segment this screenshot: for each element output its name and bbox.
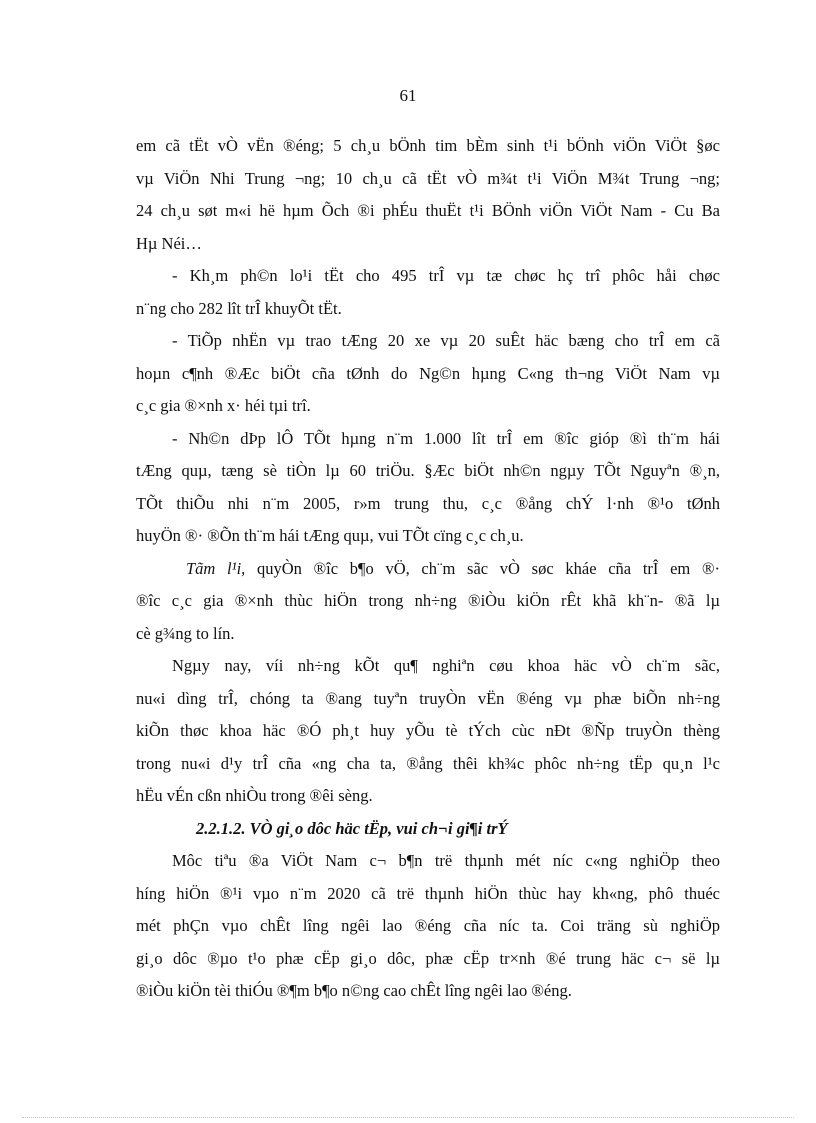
paragraph-5 <box>136 553 720 651</box>
paragraph-3 <box>136 325 720 423</box>
document-body <box>136 130 720 1008</box>
paragraph-4 <box>136 423 720 553</box>
text-line: gi¸o dôc ®µo t¹o phæ cËp gi¸o dôc, phæ cËp tr×nh ®é trung häc c¬ së lµ <box>136 948 720 968</box>
text-line: n¨ng cho 282 lît trÎ khuyÕt tËt. <box>136 298 342 318</box>
paragraph-2 <box>136 260 720 325</box>
text-line: vµ ViÖn Nhi Trung ¬ng; 10 ch¸u cã tËt vÒ m¾t t¹i ViÖn M¾t Trung ¬ng; <box>136 168 720 188</box>
paragraph-1 <box>136 130 720 260</box>
page-number: 61 <box>399 86 417 105</box>
paragraph-7 <box>136 845 720 1008</box>
text-line: trong nu«i d¹y trÎ cña «ng cha ta, ®ång thêi kh¾c phôc nh÷ng tËp qu¸n l¹c <box>136 753 720 773</box>
text-line: mét phÇn vµo chÊt lîng ngêi lao ®éng cña níc ta. Coi träng sù nghiÖp <box>136 916 720 935</box>
text-line: nu«i dìng trÎ, chóng ta ®ang tuyªn truyÒn vËn ®éng vµ phæ biÕn nh÷ng <box>136 688 720 708</box>
text-line: híng hiÖn ®¹i vµo n¨m 2020 cã trë thµnh hiÖn thùc hay kh«ng, phô thuéc <box>136 883 720 903</box>
page-bottom-divider <box>22 1117 794 1118</box>
text-line: - Kh¸m ph©n lo¹i tËt cho 495 trÎ vµ tæ chøc hç trî phôc håi chøc <box>172 266 720 285</box>
text-line: c¸c gia ®×nh x· héi tµi trî. <box>136 396 311 415</box>
text-line: tÆng quµ, tæng sè tiÒn lµ 60 triÖu. §Æc biÖt nh©n ngµy TÕt Nguyªn ®¸n, <box>136 461 720 480</box>
text-line: ®îc c¸c gia ®×nh thùc hiÖn trong nh÷ng ®iÒu kiÖn rÊt khã kh¨n- ®ã lµ <box>136 591 720 610</box>
text-line: Môc tiªu ®a ViÖt Nam c¬ b¶n trë thµnh mét níc c«ng nghiÖp theo <box>172 851 720 870</box>
text-line: TÕt thiÕu nhi n¨m 2005, r»m trung thu, c¸c ®ång chÝ l·nh ®¹o tØnh <box>136 493 720 513</box>
text-line: huyÖn ®· ®Õn th¨m hái tÆng quµ, vui TÕt cïng c¸c ch¸u. <box>136 526 524 545</box>
text-line: Ngµy nay, víi nh÷ng kÕt qu¶ nghiªn cøu khoa häc vÒ ch¨m sãc, <box>172 656 720 675</box>
italic-lead: Tãm l¹i, <box>186 558 246 578</box>
text-line: cè g¾ng to lín. <box>136 623 235 643</box>
paragraph-6 <box>136 650 720 813</box>
text-line: kiÕn thøc khoa häc ®Ó ph¸t huy yÕu tè tÝch cùc nÐt ®Ñp truyÒn thèng <box>136 721 720 740</box>
text-line: - Nh©n dÞp lÔ TÕt hµng n¨m 1.000 lît trÎ em ®îc gióp ®ì th¨m hái <box>172 428 720 448</box>
text-line: hoµn c¶nh ®Æc biÖt cña tØnh do Ng©n hµng C«ng th¬ng ViÖt Nam vµ <box>136 363 720 383</box>
text-line: em cã tËt vÒ vËn ®éng; 5 ch¸u bÖnh tim bÈm sinh t¹i bÖnh viÖn ViÖt §øc <box>136 136 720 155</box>
text-line: hËu vÉn cßn nhiÒu trong ®êi sèng. <box>136 786 373 805</box>
text-line: 24 ch¸u søt m«i hë hµm Õch ®i phÉu thuËt t¹i BÖnh viÖn ViÖt Nam - Cu Ba <box>136 201 720 220</box>
text-line <box>136 553 720 586</box>
text-line: Hµ Néi… <box>136 233 202 253</box>
text-fragment: quyÒn ®îc b¶o vÖ, ch¨m sãc vÒ søc kháe cña trÎ em ®· <box>245 558 720 578</box>
text-line: ®iÒu kiÖn tèi thiÓu ®¶m b¶o n©ng cao chÊt lîng ngêi lao ®éng. <box>136 981 572 1000</box>
section-heading: 2.2.1.2. VÒ gi¸o dôc häc tËp, vui ch¬i gi¶i trÝ <box>196 818 508 838</box>
text-line: - TiÕp nhËn vµ trao tÆng 20 xe vµ 20 suÊt häc bæng cho trÎ em cã <box>172 331 720 350</box>
